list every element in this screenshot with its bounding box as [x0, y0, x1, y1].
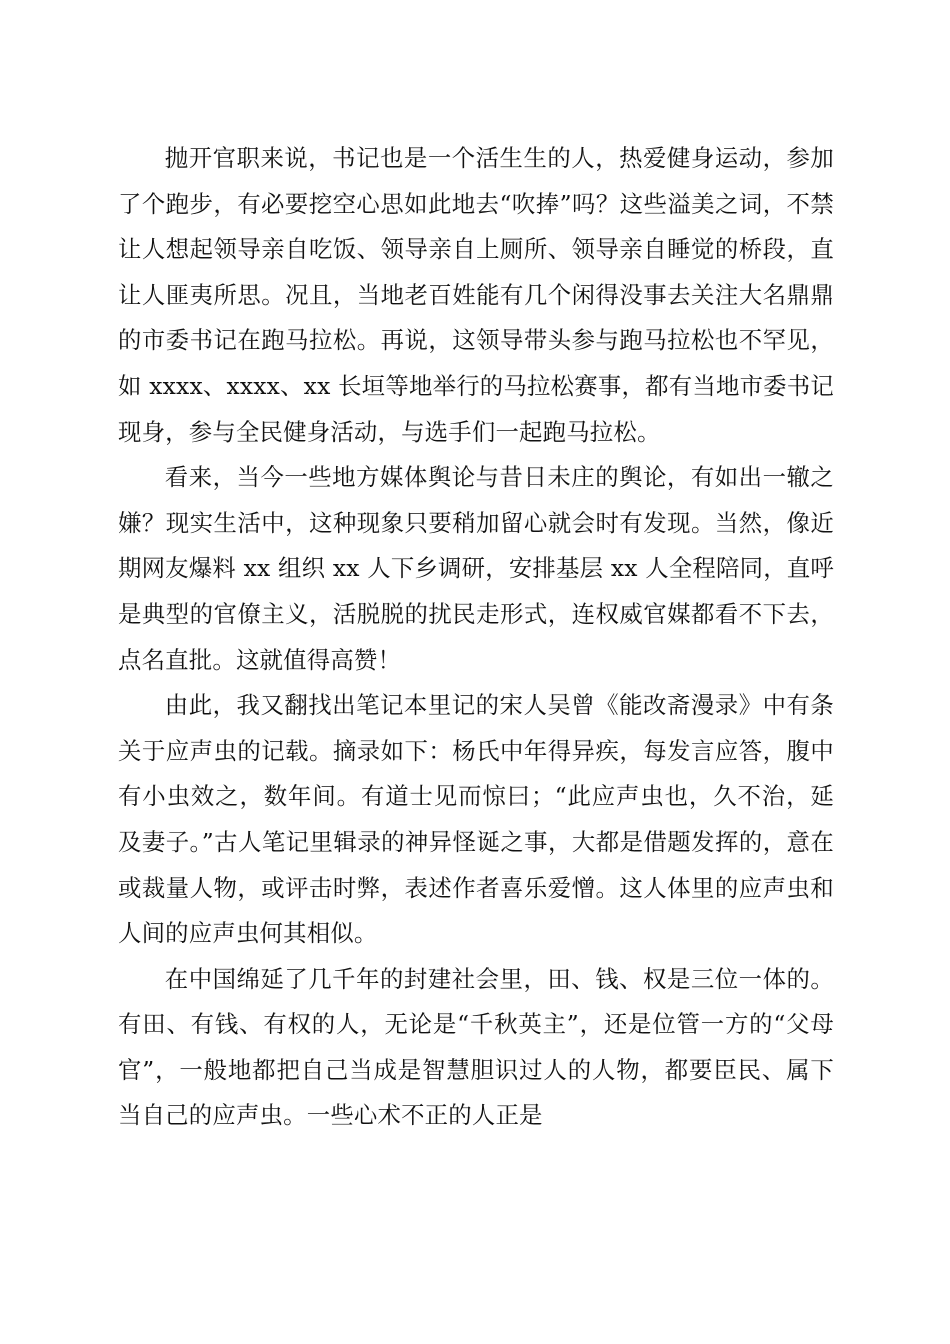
- paragraph-2: 看来，当今一些地方媒体舆论与昔日未庄的舆论，有如出一辙之嫌？现实生活中，这种现象只要稍加留心就会时有发现。当然，像近期网友爆料 xx 组织 xx 人下乡调研，安排基层 xx 人全程陪同，直呼是典型的官僚主义，活脱脱的扰民走形式，连权威官媒都看不下去，点名直批。这就值得高赞！: [118, 463, 834, 674]
- document-body: [118, 136, 834, 1139]
- paragraph-3: 由此，我又翻找出笔记本里记的宋人吴曾《能改斋漫录》中有条关于应声虫的记载。摘录如下：杨氏中年得异疾，每发言应答，腹中有小虫效之，数年间。有道士见而惊曰；“此应声虫也，久不治，延及妻子。”古人笔记里辑录的神异怪诞之事，大都是借题发挥的，意在或裁量人物，或评击时弊，表述作者喜乐爱憎。这人体里的应声虫和人间的应声虫何其相似。: [118, 691, 834, 948]
- paragraph-4: 在中国绵延了几千年的封建社会里，田、钱、权是三位一体的。有田、有钱、有权的人，无论是“千秋英主”，还是位管一方的“父母官”，一般地都把自己当成是智慧胆识过人的人物，都要臣民、属下当自己的应声虫。一些心术不正的人正是: [118, 964, 834, 1130]
- paragraph-1: 抛开官职来说，书记也是一个活生生的人，热爱健身运动，参加了个跑步，有必要挖空心思如此地去“吹捧”吗？这些溢美之词，不禁让人想起领导亲自吃饭、领导亲自上厕所、领导亲自睡觉的桥段，直让人匪夷所思。况且，当地老百姓能有几个闲得没事去关注大名鼎鼎的市委书记在跑马拉松。再说，这领导带头参与跑马拉松也不罕见，如 xxxx、xxxx、xx 长垣等地举行的马拉松赛事，都有当地市委书记现身，参与全民健身活动，与选手们一起跑马拉松。: [118, 144, 834, 446]
